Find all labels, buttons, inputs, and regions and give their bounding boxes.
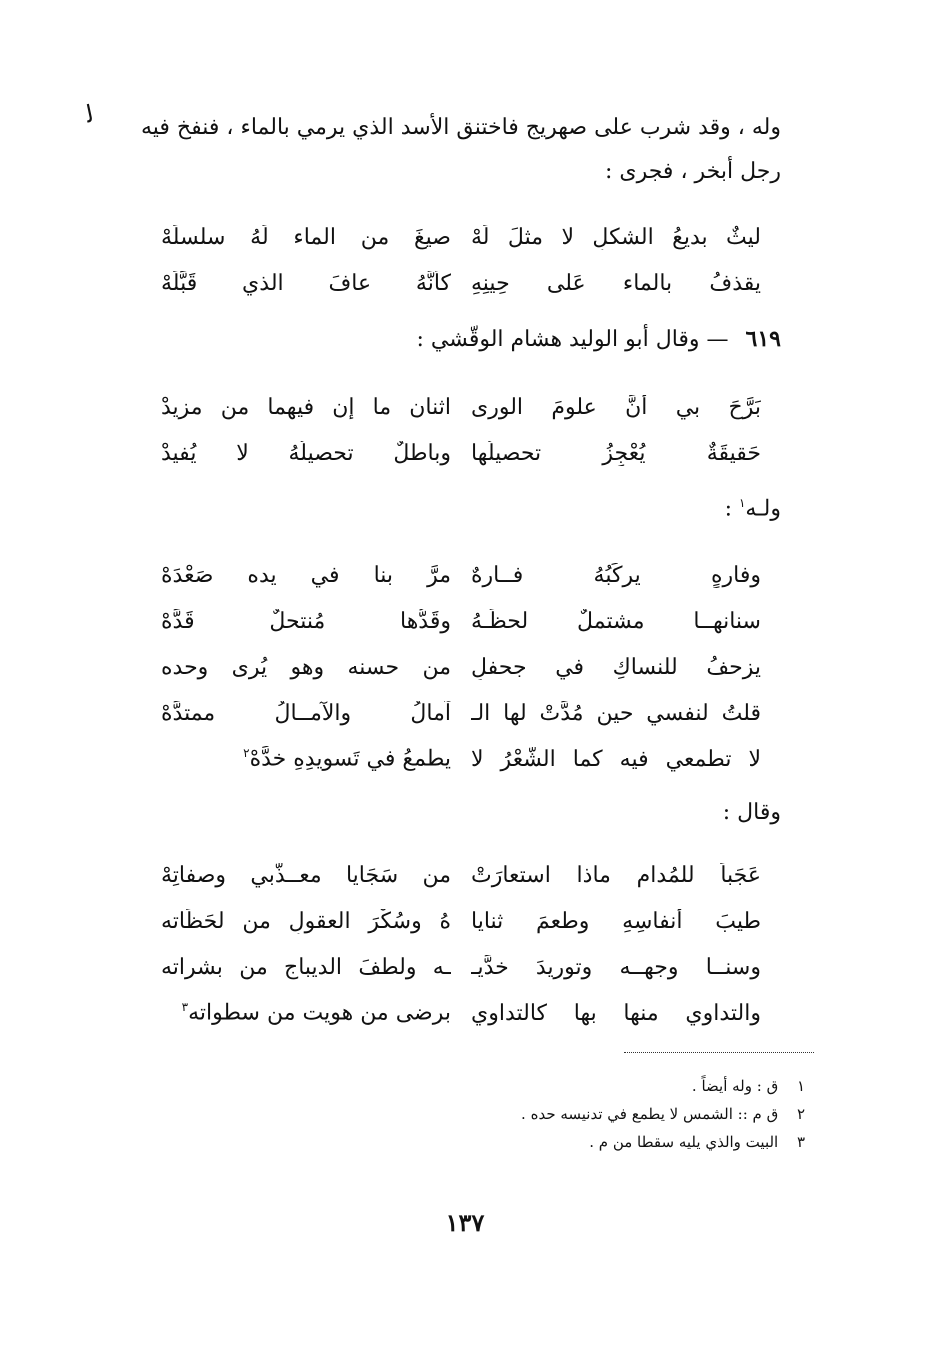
footnote-text: البيت والذي يليه سقطا من م .: [589, 1133, 779, 1151]
hemistich-second: من حسنه وهو يُرى وحده: [161, 654, 451, 680]
footnote-divider: [624, 1052, 814, 1053]
footnote-ref: ٣: [181, 1000, 189, 1015]
verse: [161, 990, 761, 1036]
verse: [161, 690, 761, 736]
footnote-ref: ٢: [243, 746, 250, 761]
hemistich-second: كأنَّهُ عافَ الذي قَبَّلَهْ: [161, 270, 451, 296]
hemistich-second: وقَدُّها مُنتحلٌ قَدَّهْ: [161, 608, 451, 634]
hemistich-first: والتداوي منها بها كالتداوي: [471, 1000, 761, 1026]
hemistich-first: عَجَباً للمُدامِ ماذا استعارَتْ: [471, 862, 761, 888]
footnote: [305, 1100, 805, 1128]
attribution-line-2: وقال :: [722, 800, 781, 825]
hemistich-first: يزحفُ للنساكِ في جحفلٍ: [471, 654, 761, 680]
hemistich-second: وباطلٌ تحصيلُهُ لا يُفيدْ: [161, 440, 451, 466]
intro-line-2: رجل أبخر ، فجرى :: [604, 159, 781, 184]
poem-1: [161, 214, 761, 306]
verse: [161, 898, 761, 944]
verse: [161, 644, 761, 690]
section-heading-619: [416, 326, 781, 352]
hemistich-second: من سَجَايا معــذّبي وصفاتِهْ: [161, 862, 451, 888]
hemistich-second: اثنان ما إن فيهما من مزيدْ: [161, 394, 451, 420]
hemistich-second: مرَّ بنا في يده صَعْدَهْ: [161, 562, 451, 588]
footnotes: [305, 1072, 805, 1156]
hemistich-second: صيغَ من الماء لَهُ سلسلَهْ: [161, 224, 451, 250]
hemistich-first: وفارِهٍ يركَبُهُ فــارِهٌ: [471, 562, 761, 588]
attribution-text: ولـه: [745, 496, 781, 522]
hemistich-text: برضى من هويت من سطواته: [188, 1000, 451, 1026]
verse: [161, 260, 761, 306]
section-number: ٦١٩: [745, 326, 781, 352]
verse: [161, 552, 761, 598]
hemistich-first: حَقيقَةٌ يُعْجِزُ تحصيلُها: [471, 440, 761, 466]
verse: [161, 384, 761, 430]
margin-mark: ﻟ: [83, 99, 97, 129]
hemistich-second: [161, 1000, 451, 1025]
poem-4: [161, 852, 761, 1036]
hemistich-first: ليثٌ بديعُ الشكلِ لا مثلَ لَهْ: [471, 224, 761, 250]
footnote-number: ١: [796, 1077, 805, 1095]
hemistich-first: قلتُ لنفسي حين مُدَّتْ لها الـ: [471, 700, 761, 726]
footnote: [305, 1072, 805, 1100]
hemistich-first: لا تطمعي فيه كما الشَّعْرُ لا: [471, 746, 761, 772]
verse: [161, 430, 761, 476]
footnote-number: ٣: [796, 1133, 805, 1151]
attribution-colon: :: [724, 496, 739, 522]
footnote-text: ق : وله أيضاً .: [691, 1077, 779, 1095]
hemistich-second: آمالُ والآمــالُ ممتدَّهْ: [161, 700, 451, 726]
hemistich-second: ـه ولطفَ الديباجِ من بشراته: [161, 954, 451, 980]
hemistich-first: سنانهــا مشتملٌ لحظَـهُ: [471, 608, 761, 634]
section-text: وقال أبو الوليد هشام الوقّشي :: [416, 327, 700, 352]
footnote-ref: ١: [738, 496, 746, 510]
poem-3: [161, 552, 761, 782]
intro-line-1: وله ، وقد شرب على صهريج فاختنق الأسد الذي يرمي بالماء ، فنفخ فيه: [140, 115, 781, 140]
hemistich-first: بَرَّحَ بي أنَّ علومَ الورى: [471, 394, 761, 420]
verse: [161, 944, 761, 990]
hemistich-second: [161, 746, 451, 771]
verse: [161, 214, 761, 260]
intro-paragraph: [81, 106, 781, 194]
verse: [161, 736, 761, 782]
verse: [161, 598, 761, 644]
hemistich-text: يطمعُ في تَسويدِهِ خدَّهْ: [249, 746, 451, 772]
footnote-number: ٢: [796, 1105, 805, 1123]
hemistich-second: هُ وسُكْرَ العقولِ من لحَظَاته: [161, 908, 451, 934]
page-number: ١٣٧: [445, 1208, 485, 1237]
hemistich-first: يقذفُ بالماء عَلى حِينِهِ: [471, 270, 761, 296]
poem-2: [161, 384, 761, 476]
hemistich-first: وسنــا وجهــه وتوريدَ خدَّيـ: [471, 954, 761, 980]
verse: [161, 852, 761, 898]
footnote-text: ق م :: الشمس لا يطمع في تدنيسه حده .: [521, 1105, 779, 1123]
section-dash: —: [706, 327, 729, 352]
attribution-line: [725, 496, 781, 521]
footnote: [305, 1128, 805, 1156]
hemistich-first: طيبَ أنفاسِهِ وطعمَ ثنايا: [471, 908, 761, 934]
